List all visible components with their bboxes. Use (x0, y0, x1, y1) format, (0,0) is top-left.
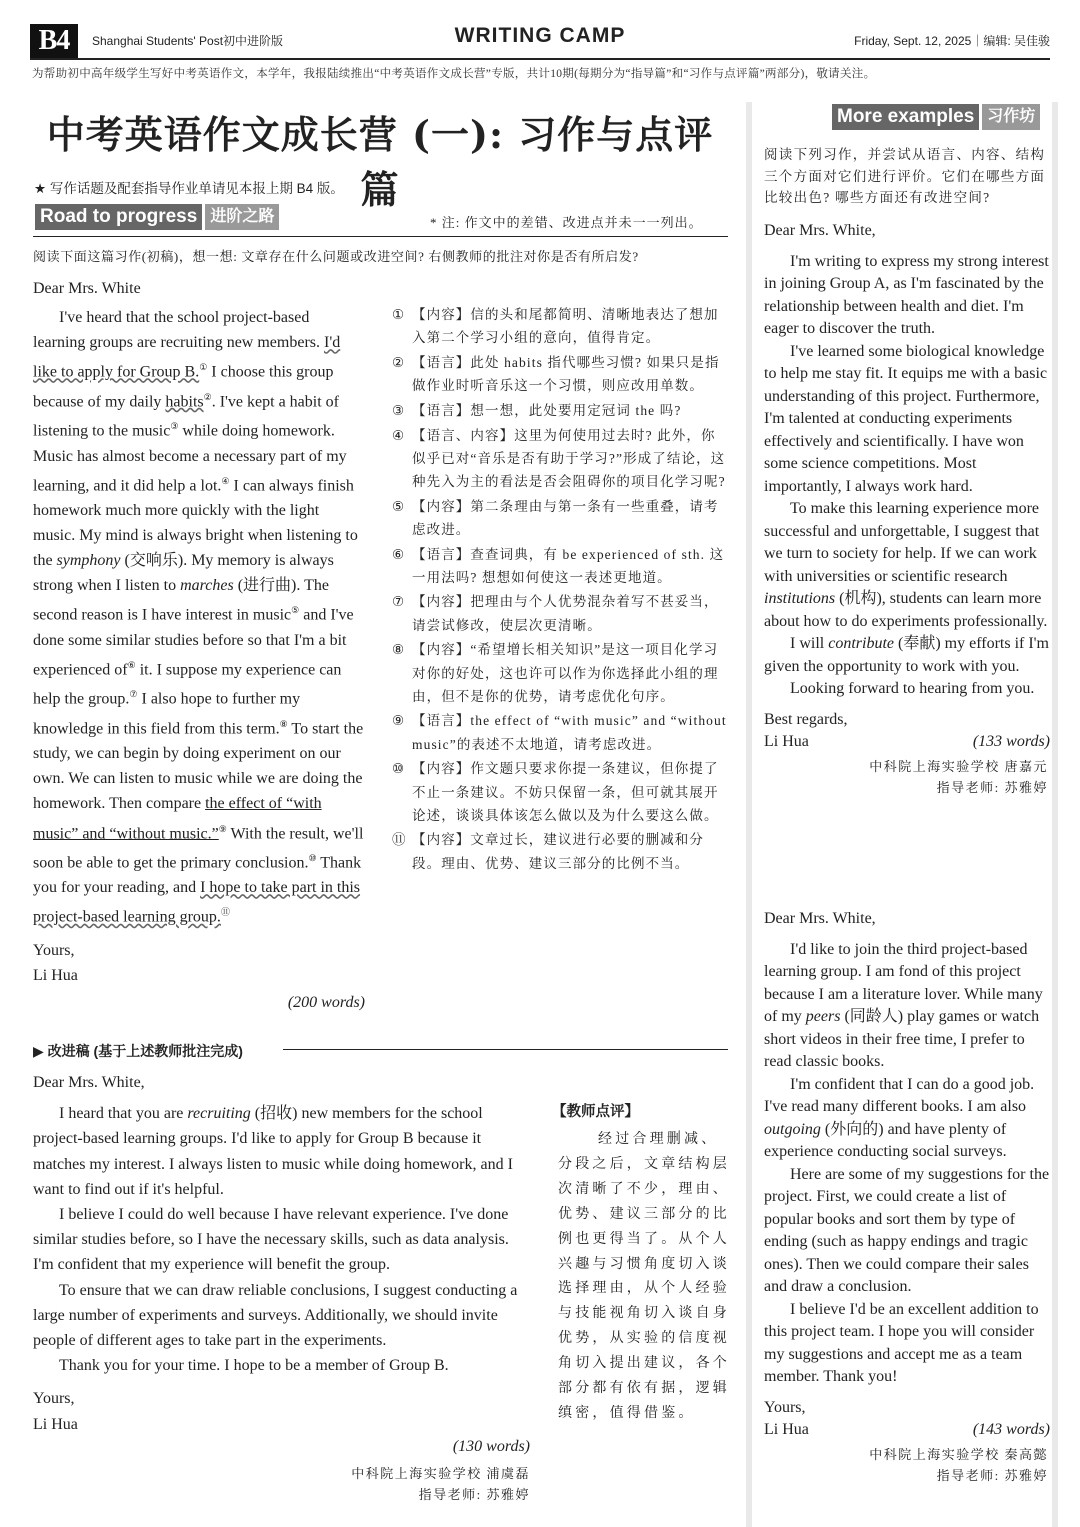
example-signature: Li Hua (764, 733, 809, 750)
example-closing: Best regards, (764, 710, 848, 728)
annotated-phrase: I'd like to apply for Group B. (33, 334, 341, 381)
example-signature: Li Hua (764, 1421, 809, 1438)
draft-signature: Li Hua (33, 966, 78, 984)
revision-salutation: Dear Mrs. White, (33, 1074, 145, 1091)
revision-paragraph: I heard that you are recruiting (招收) new members for the school project-based learning groups. I'd like to apply for Group B because it matches my interest. I always listen to music while doing homework, and I want to find out if it's helpful. (33, 1105, 513, 1198)
example-paragraph: I've learned some biological knowledge to help me stay fit. It equips me with a basic understanding of this project. Furthermore, I'm talented at conducting experiments effectively and scientifically. I have won some science competitions. Most importantly, I always work hard. (764, 342, 1048, 495)
example-salutation: Dear Mrs. White, (764, 910, 876, 927)
header-divider (30, 58, 1050, 60)
revision-heading: ▶ 改进稿 (基于上述教师批注完成) (33, 1043, 243, 1059)
example-word-count: (133 words) (972, 733, 1050, 750)
instruction-text: 阅读下面这篇习作(初稿)，想一想: 文章存在什么问题或改进空间? 右侧教师的批注对你是否有所启发? (33, 249, 639, 264)
example-salutation: Dear Mrs. White, (764, 222, 876, 239)
revision-closing: Yours, (33, 1390, 75, 1408)
revision-divider (283, 1049, 728, 1050)
annotation-item: ① 【内容】信的头和尾都简明、清晰地表达了想加入第二个学习小组的意向，值得肯定。 (392, 307, 719, 346)
annotation-item: ③ 【语言】想一想，此处要用定冠词 the 吗? (392, 402, 682, 418)
draft-closing: Yours, (33, 941, 75, 959)
author-school: 中科院上海实验学校 秦高懿 (869, 1446, 1048, 1462)
intro-text: 为帮助初中高年级学生写好中考英语作文，本学年，我报陆续推出“中考英语作文成长营”专版，共计10期(每期分为“指导篇”和“习作与点评篇”两部分)，敬请关注。 (32, 68, 876, 80)
revision-paragraph: Thank you for your time. I hope to be a member of Group B. (59, 1357, 449, 1375)
revision-signature: Li Hua (33, 1415, 78, 1433)
author-school: 中科院上海实验学校 唐嘉元 (869, 758, 1048, 774)
example-paragraph: I will contribute (奉献) my efforts if I'm given the opportunity to work with you. (764, 635, 1049, 675)
annotated-phrase: habits (165, 393, 204, 411)
draft-word-count: (200 words) (287, 994, 365, 1011)
example-author (764, 1444, 1050, 1486)
example-author (764, 756, 1050, 798)
example-paragraph: I'd like to join the third project-based learning group. I am fond of this project because I am a literature lover. While many of my peers (同龄人) play games or watch short videos in their free time, I prefer to read classic books. (764, 940, 1043, 1070)
teacher-annotations (392, 303, 730, 876)
annotation-item: ⑨ 【语言】the effect of “with music” and “without music”的表述不太地道，请考虑改进。 (392, 713, 727, 752)
annotation-item: ⑥ 【语言】查查词典，有 be experienced of sth. 这一用法吗? 想想如何使这一表述更地道。 (392, 546, 725, 585)
annotated-phrase: I hope to take part in this project-based learning group. (33, 879, 361, 926)
example-paragraph: To make this learning experience more successful and unforgettable, I suggest that we turn to society for help. If we can work with universities or scientific research institutions (机构), students can learn more about how to do experiments professionally. (764, 500, 1048, 630)
annotation-item: ⑩ 【内容】作文题只要求你提一条建议，但你提了不止一条建议。不妨只保留一条，但可就其展开论述，谈谈具体该怎么做以及为什么要这么做。 (392, 761, 719, 823)
author-teacher: 指导老师: 苏雅婷 (936, 779, 1048, 795)
annotation-item: ⑤ 【内容】第二条理由与第一条有一些重叠，请考虑改进。 (392, 498, 719, 537)
annotated-phrase: the effect of “with music” and “without music.” (33, 795, 322, 842)
revision-paragraph: To ensure that we can draw reliable conclusions, I suggest conducting a large number of experiments and surveys. Additionally, we should invite people of different ages to take part in the experiments. (33, 1281, 518, 1350)
examples-instruction: 阅读下列习作，并尝试从语言、内容、结构三个方面对它们进行评价。它们在哪些方面比较出色? 哪些方面还有改进空间? (764, 147, 1046, 205)
annotation-item: ⑪ 【内容】文章过长，建议进行必要的删减和分段。理由、优势、建议三部分的比例不当。 (392, 832, 704, 871)
author-teacher: 指导老师: 苏雅婷 (418, 1487, 530, 1502)
section-divider (33, 236, 728, 237)
section-logo: B4 (30, 24, 78, 58)
badge-english: Road to progress (35, 204, 202, 230)
guide-note: ★ 写作话题及配套指导作业单请见本报上期 B4 版。 (34, 181, 344, 196)
teacher-comment-body: 经过合理删减、分段之后，文章结构层次清晰了不少，理由、优势、建议三部分的比例也更得当了。从个人兴趣与习惯角度切入谈选择理由，从个人经验与技能视角切入谈自身优势，从实验的信度视角切入提出建议，各个部分都有依有据，逻辑缜密，值得借鉴。 (558, 1132, 730, 1421)
issue-date: Friday, Sept. 12, 2025｜编辑: 吴佳骏 (854, 34, 1050, 48)
example-closing: Yours, (764, 1398, 806, 1416)
author-school: 中科院上海实验学校 浦虞磊 (351, 1466, 530, 1481)
badge-chinese: 习作坊 (982, 104, 1040, 130)
revised-letter (33, 1070, 533, 1437)
example-signature-line (764, 731, 1050, 754)
annotation-item: ④ 【语言、内容】这里为何使用过去时? 此外，你似乎已对“音乐是否有助于学习?”形成了结论，这种先入为主的看法是否会阻碍你的项目化学习呢? (392, 427, 726, 489)
example-word-count: (143 words) (972, 1421, 1050, 1438)
badge-english: More examples (832, 104, 979, 130)
draft-salutation: Dear Mrs. White (33, 280, 141, 297)
revision-author (300, 1463, 530, 1505)
teacher-comment-title: 【教师点评】 (552, 1104, 639, 1120)
main-headline: 中考英语作文成长营 (一): 习作与点评篇 (46, 112, 714, 212)
example-paragraph: I'm confident that I can do a good job. I've read many different books. I am also outgoing (外向的) and have plenty of experience conducting social surveys. (764, 1075, 1035, 1160)
example-paragraph: Here are some of my suggestions for the project. First, we could create a list of popular books and sort them by type of ending (such as happy endings and tragic ones). Then we could compare their sales and draw a conclusion. (764, 1165, 1050, 1295)
more-examples-badge (832, 104, 1040, 130)
annotation-item: ⑦ 【内容】把理由与个人优势混杂着写不甚妥当，请尝试修改，使层次更清晰。 (392, 594, 719, 633)
annotation-item: ② 【语言】此处 habits 指代哪些习惯? 如果只是指做作业时听音乐这一个习惯，则应改用单数。 (392, 354, 720, 394)
footnote: * 注: 作文中的差错、改进点并未一一列出。 (430, 215, 703, 230)
draft-body: I've heard that the school project-based learning groups are recruiting new members. I'd like to apply for Group B.① I choose this group because of my daily habits②. I've kept a habit of listening to the music③ while doing homework. Music has almost become a necessary part of my learning, and it did help a lot.④ I can always finish homework much more quickly with the light music. My mind is always bright when listening to the symphony (交响乐). My memory is always strong when I listen to marches (进行曲). The second reason is I have interest in music⑤ and I've done some similar studies before so that I'm a bit experienced of⑥ it. I suppose my experience can help the group.⑦ I also hope to further my knowledge in this field from this term.⑧ To start the study, we can begin by doing experiment on our own. We can listen to music while we are doing the homework. Then compare the effect of “with music” and “without music.”⑨ With the result, we'll soon be able to get the primary conclusion.⑩ Thank you for your reading, and I hope to take part in this project-based learning group.⑪ (33, 309, 364, 926)
revision-paragraph: I believe I could do well because I have relevant experience. I've done similar studies before, so I have the necessary skills, such as data analysis. I'm confident that my experience will benefit the group. (33, 1206, 509, 1274)
draft-letter (33, 276, 365, 988)
example-letter-1 (764, 220, 1050, 798)
example-paragraph: Looking forward to hearing from you. (790, 680, 1035, 697)
author-teacher: 指导老师: 苏雅婷 (936, 1467, 1048, 1483)
page-title: WRITING CAMP (454, 24, 626, 47)
paper-name: Shanghai Students' Post初中进阶版 (92, 34, 284, 48)
badge-chinese: 进阶之路 (205, 204, 279, 230)
revision-word-count: (130 words) (452, 1438, 530, 1455)
example-letter-2 (764, 908, 1050, 1486)
example-paragraph: I'm writing to express my strong interest in joining Group A, as I'm fascinated by the relationship between health and diet. I'm eager to discover the truth. (764, 252, 1049, 337)
example-signature-line (764, 1419, 1050, 1442)
road-to-progress-badge (35, 204, 279, 230)
example-paragraph: I believe I'd be an excellent addition to this project team. I hope you will consider my suggestions and accept me as a team member. Thank you! (764, 1300, 1039, 1385)
annotation-item: ⑧ 【内容】“希望增长相关知识”是这一项目化学习对你的好处，这也许可以作为你选择此小组的理由，但不是你的优势，请考虑优化句序。 (392, 642, 719, 704)
